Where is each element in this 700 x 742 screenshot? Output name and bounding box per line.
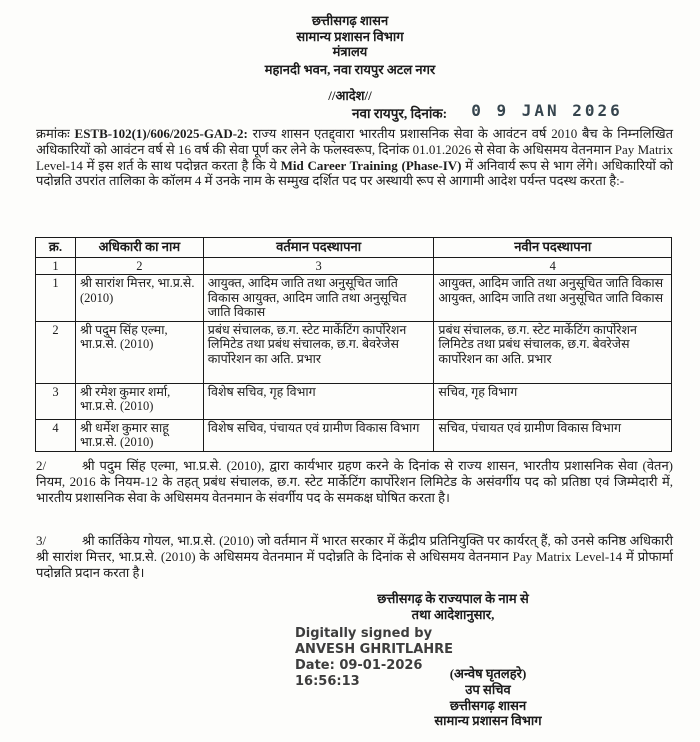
order-paragraph-2 — [36, 458, 673, 505]
signatory-department: सामान्य प्रशासन विभाग — [434, 713, 542, 729]
row-officer-name: श्री सारांश मित्तर, भा.प्र.से. (2010) — [75, 275, 203, 322]
header-officer-name: अधिकारी का नाम — [75, 238, 203, 258]
header-current-posting: वर्तमान पदस्थापना — [203, 238, 434, 258]
order-reference-number: ESTB-102(1)/606/2025-GAD-2: — [74, 126, 248, 141]
row-current-posting: आयुक्त, आदिम जाति तथा अनुसूचित जाति विकास आयुक्त, आदिम जाति तथा अनुसूचित जाति विकास — [203, 275, 434, 322]
digital-signature-line-1: Digitally signed by — [295, 626, 433, 641]
order-paragraph-3 — [36, 533, 673, 580]
header-serial: क्र. — [36, 238, 76, 258]
paragraph-3-text: श्री कार्तिकेय गोयल, भा.प्र.से. (2010) जो वर्तमान में भारत सरकार में केंद्रीय प्रतिनियुक्ति पर कार्यरत् हैं, को उनसे कनिष्ठ अधिकारी श्री सारांश मित्तर, भा.प्र.से. (2010) के अधिसमय वेतनमान में पदोन्नति के दिनांक से अधिसमय वेतनमान Pay Matrix Level-14 में प्रोफार्मा पदोन्नति प्रदान करता है। — [36, 533, 673, 580]
row-serial: 1 — [36, 275, 76, 322]
row-new-posting: प्रबंध संचालक, छ.ग. स्टेट मार्केटिंग कार्पोरेशन लिमिटेड तथा प्रबंध संचालक, छ.ग. बेवरेजेस कार्पोरेशन का अति. प्रभार — [434, 321, 672, 383]
row-officer-name: श्री धर्मेश कुमार साहू भा.प्र.से. (2010) — [75, 419, 203, 451]
digital-signature-line-2: ANVESH GHRITLAHRE — [295, 642, 454, 657]
row-current-posting: प्रबंध संचालक, छ.ग. स्टेट मार्केटिंग कार्पोरेशन लिमिटेड तथा प्रबंध संचालक, छ.ग. बेवरेजेस कार्पोरेशन का अति. प्रभार — [203, 321, 434, 383]
order-paragraph-1-text: राज्य शासन एतद्द्वारा भारतीय प्रशासनिक सेवा के आवंटन वर्ष 2010 बैच के निम्नलिखित अधिकारियों को आवंटन वर्ष से 16 वर्ष की सेवा पूर्ण कर लेने के फलस्वरूप, दिनांक 01.01.2026 से सेवा के अधिसमय वेतनमान Pay Matrix Level-14 में इस शर्त के साथ पदोन्नत करता है कि ये — [36, 126, 673, 173]
paragraph-2-number: 2/ — [36, 458, 47, 473]
signatory-name: (अन्वेष घृतलहरे) — [449, 666, 527, 681]
column-number: 1 — [36, 257, 76, 275]
table-row — [36, 383, 672, 419]
date-stamp: 0 9 JAN 2026 — [471, 101, 623, 120]
letterhead-department: सामान्य प्रशासन विभाग — [296, 28, 404, 44]
table-row — [36, 321, 672, 383]
order-title: //आदेश// — [328, 88, 372, 103]
table-row — [36, 275, 672, 322]
row-current-posting: विशेष सचिव, गृह विभाग — [203, 383, 434, 419]
by-order-line-2: तथा आदेशानुसार, — [411, 607, 495, 622]
row-serial: 3 — [36, 383, 76, 419]
paragraph-2-text: श्री पदुम सिंह एल्मा, भा.प्र.से. (2010), द्वारा कार्यभार ग्रहण करने के दिनांक से राज्य शासन, भारतीय प्रशासनिक सेवा (वेतन) नियम, 2016 के नियम-12 के तहत् प्रबंध संचालक, छ.ग. स्टेट मार्केटिंग कार्पोरेशन लिमिटेड के असंवर्गीय पद को प्रतिष्ठा एवं जिम्मेदारी में, भारतीय प्रशासनिक सेवा के अधिसमय वेतनमान के संवर्गीय पद के समकक्ष घोषित करता है। — [36, 458, 673, 505]
column-number: 4 — [434, 257, 672, 275]
row-officer-name: श्री पदुम सिंह एल्मा, भा.प्र.से. (2010) — [75, 321, 203, 383]
row-current-posting: विशेष सचिव, पंचायत एवं ग्रामीण विकास विभाग — [203, 419, 434, 451]
place-date-label: नवा रायपुर, दिनांक: — [352, 106, 448, 121]
by-order-line-1: छत्तीसगढ़ के राज्यपाल के नाम से — [377, 591, 529, 606]
row-new-posting: सचिव, पंचायत एवं ग्रामीण विकास विभाग — [434, 419, 672, 451]
paragraph-3-number: 3/ — [36, 533, 47, 548]
table-row — [36, 419, 672, 451]
table-header-row — [36, 238, 672, 258]
row-new-posting: सचिव, गृह विभाग — [434, 383, 672, 419]
letterhead — [0, 13, 700, 77]
column-number: 3 — [203, 257, 434, 275]
row-new-posting: आयुक्त, आदिम जाति तथा अनुसूचित जाति विकास आयुक्त, आदिम जाति तथा अनुसूचित जाति विकास — [434, 275, 672, 322]
row-serial: 4 — [36, 419, 76, 451]
officers-posting-table — [35, 237, 672, 452]
place-date-line — [352, 101, 623, 122]
signatory-designation: उप सचिव — [465, 681, 511, 697]
order-paragraph-1 — [36, 126, 673, 189]
letterhead-address: महानदी भवन, नवा रायपुर अटल नगर — [264, 61, 436, 77]
digital-signature-line-3: Date: 09-01-2026 — [295, 658, 423, 673]
letterhead-ministry: मंत्रालय — [332, 44, 368, 59]
by-order-block — [318, 591, 588, 623]
signatory-government: छत्तीसगढ़ शासन — [449, 697, 527, 713]
header-new-posting: नवीन पदस्थापना — [434, 238, 672, 258]
mid-career-training-text: Mid Career Training (Phase-IV) — [280, 157, 462, 173]
order-number-label: क्रमांकः — [36, 126, 75, 141]
digital-signature-line-4: 16:56:13 — [295, 674, 360, 689]
column-number: 2 — [75, 257, 203, 275]
column-number-row — [36, 257, 672, 275]
order-paragraph-1-text-2: में अनिवार्य रूप से भाग लेंगे। अधिकारियों को पदोन्नति उपरांत तालिका के कॉलम 4 में उनके नाम के सम्मुख दर्शित पद पर अस्थायी रूप से आगामी आदेश पर्यन्त पदस्थ करता है:- — [36, 157, 673, 189]
row-serial: 2 — [36, 321, 76, 383]
letterhead-government: छत्तीसगढ़ शासन — [311, 13, 389, 28]
signatory-block — [398, 666, 578, 729]
row-officer-name: श्री रमेश कुमार शर्मा, भा.प्र.से. (2010) — [75, 383, 203, 419]
